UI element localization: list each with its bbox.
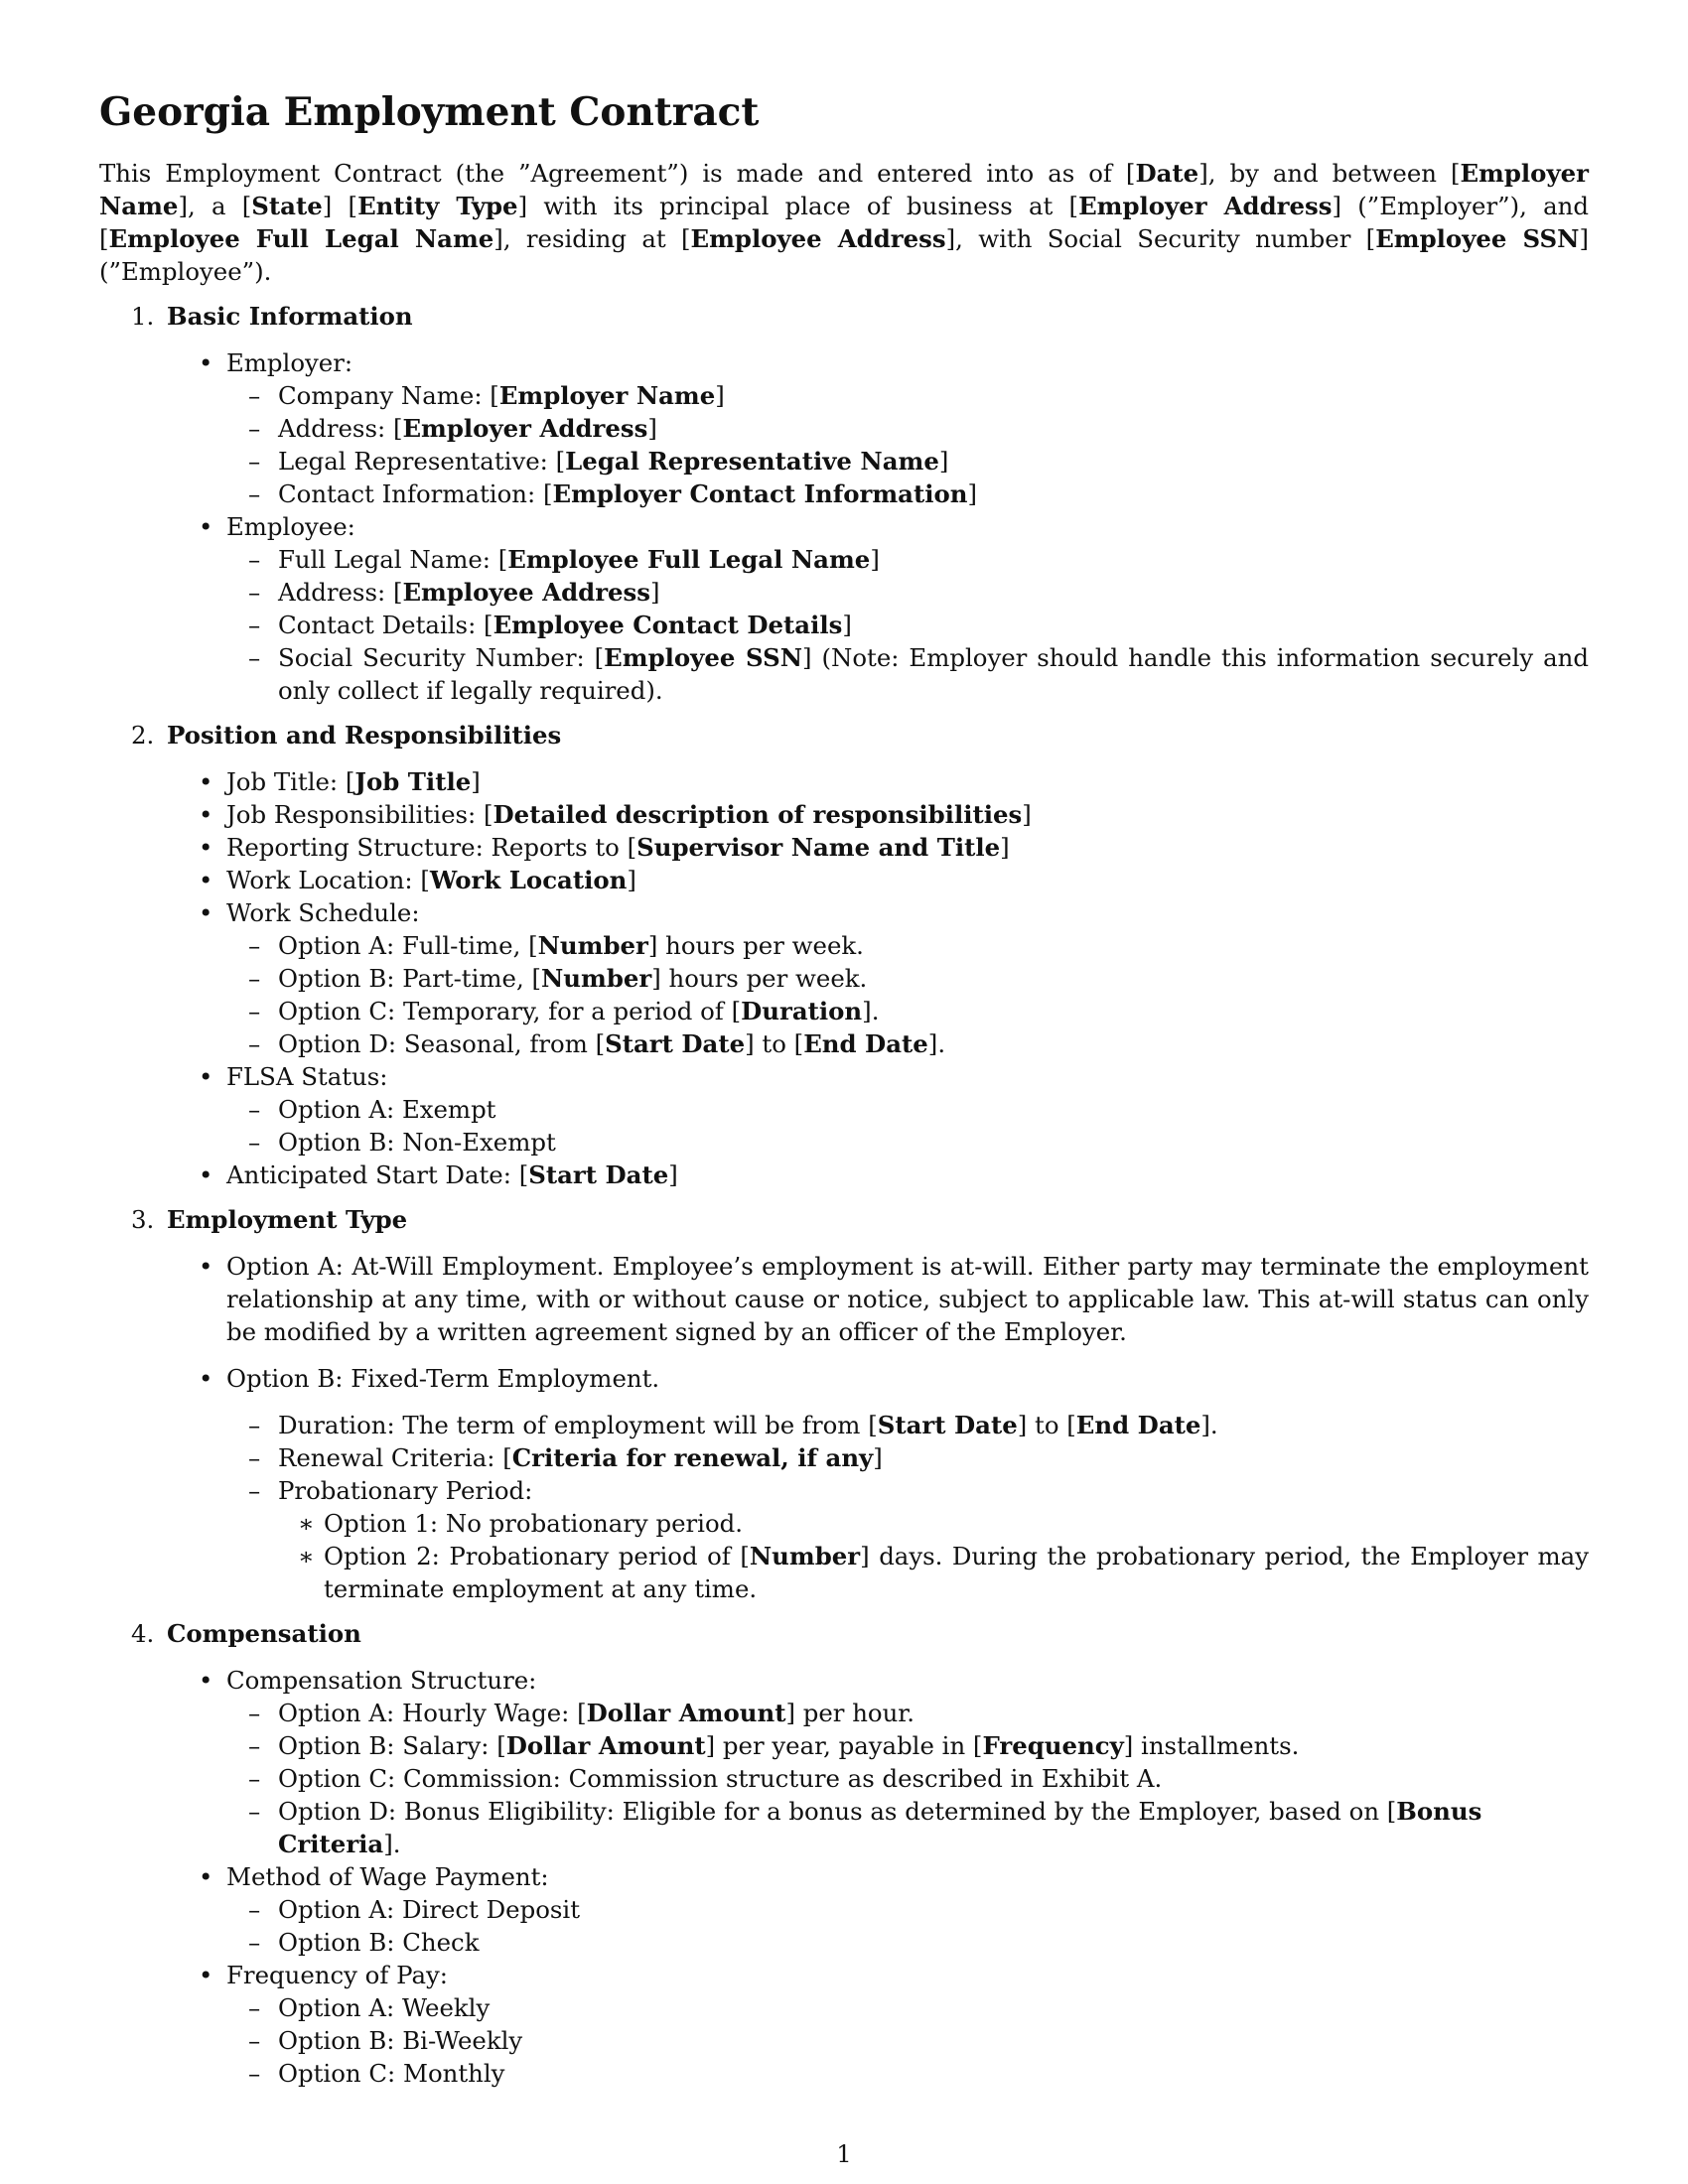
list-item: – Address: [Employer Address] <box>278 412 1589 445</box>
list-item-reporting-structure: • Reporting Structure: Reports to [Supervisor Name and Title] <box>226 831 1589 864</box>
section-employment-type <box>99 1203 1589 1605</box>
list-item: – Social Security Number: [Employee SSN] (Note: Employer should handle this information securely and only collect if legally required). <box>278 641 1589 707</box>
list-item-pay-frequency: • Frequency of Pay: – Option A: Weekly – Option B: Bi-Weekly – Option C: Monthly <box>226 1959 1589 2090</box>
list-item: – Duration: The term of employment will be from [Start Date] to [End Date]. <box>278 1409 1589 1441</box>
section-heading: 2. Position and Responsibilities <box>131 721 562 750</box>
placeholder-employee-ssn: Employee SSN <box>1375 224 1580 253</box>
flsa-options-list <box>278 1093 1589 1159</box>
list-item: ∗ Option 1: No probationary period. <box>324 1507 1589 1540</box>
list-item-job-title: • Job Title: [Job Title] <box>226 765 1589 798</box>
list-item: ∗ Option 2: Probationary period of [Number] days. During the probationary period, the Employer may terminate employment at any time. <box>324 1540 1589 1605</box>
list-item-compensation-structure: • Compensation Structure: – Option A: Hourly Wage: [Dollar Amount] per hour. – Option B: Salary: [Dollar Amount] per year, payable in [Frequency] installments. – Option C: Commission: Commission structure as described in Exhibit A. – Option D: Bonus Eligibility: Eligible for a bonus as determined by the Employer, based on [Bonus Criteria]. <box>226 1664 1589 1860</box>
placeholder-state: State <box>251 192 323 220</box>
list-item: – Probationary Period: ∗ Option 1: No probationary period. ∗ Option 2: Probationary period of [Number] days. During the probationary period, the Employer may terminate employment at any time. <box>278 1474 1589 1605</box>
list-item: – Contact Information: [Employer Contact Information] <box>278 478 1589 510</box>
list-item: – Renewal Criteria: [Criteria for renewal, if any] <box>278 1441 1589 1474</box>
page-number: 1 <box>836 2140 852 2168</box>
document-title: Georgia Employment Contract <box>99 89 760 135</box>
section-heading: 1. Basic Information <box>131 302 413 331</box>
list-item: – Option A: Hourly Wage: [Dollar Amount] per hour. <box>278 1697 1589 1729</box>
list-item: – Option D: Bonus Eligibility: Eligible for a bonus as determined by the Employer, based on [Bonus Criteria]. <box>278 1795 1589 1860</box>
payment-method-list <box>278 1893 1589 1959</box>
contract-sections <box>99 300 1589 2090</box>
placeholder-employee-full-legal-name: Employee Full Legal Name <box>108 224 494 253</box>
placeholder-employer-name: Employer Name <box>99 159 1589 220</box>
list-item-at-will: • Option A: At-Will Employment. Employee’s employment is at-will. Either party may terminate the employment relationship at any time, with or without cause or notice, subject to applicable law. This at-will status can only be modified by a written agreement signed by an officer of the Employer. <box>226 1250 1589 1348</box>
list-item: – Option A: Direct Deposit <box>278 1893 1589 1926</box>
list-item: – Option A: Exempt <box>278 1093 1589 1126</box>
probation-options-list <box>324 1507 1589 1605</box>
placeholder-entity-type: Entity Type <box>357 192 518 220</box>
list-item: – Option B: Non-Exempt <box>278 1126 1589 1159</box>
placeholder-employer-address: Employer Address <box>1078 192 1333 220</box>
list-item: – Option C: Monthly <box>278 2057 1589 2090</box>
list-item-flsa-status: • FLSA Status: – Option A: Exempt – Option B: Non-Exempt <box>226 1060 1589 1159</box>
section-position-responsibilities <box>99 719 1589 1191</box>
bullet-list <box>226 765 1589 1191</box>
list-item-work-location: • Work Location: [Work Location] <box>226 864 1589 896</box>
placeholder-employee-address: Employee Address <box>690 224 946 253</box>
employee-detail-list <box>278 543 1589 707</box>
list-item-wage-payment-method: • Method of Wage Payment: – Option A: Direct Deposit – Option B: Check <box>226 1860 1589 1959</box>
document-page <box>99 87 1589 2090</box>
list-item: – Company Name: [Employer Name] <box>278 379 1589 412</box>
section-heading: 4. Compensation <box>131 1619 361 1648</box>
list-item: – Option A: Weekly <box>278 1991 1589 2024</box>
list-item: – Option B: Part-time, [Number] hours per week. <box>278 962 1589 995</box>
list-item-start-date: • Anticipated Start Date: [Start Date] <box>226 1159 1589 1191</box>
list-item: – Option C: Temporary, for a period of [Duration]. <box>278 995 1589 1027</box>
list-item-job-responsibilities: • Job Responsibilities: [Detailed description of responsibilities] <box>226 798 1589 831</box>
list-item: – Option A: Full-time, [Number] hours per week. <box>278 929 1589 962</box>
list-item-employer: • Employer: – Company Name: [Employer Name] – Address: [Employer Address] – Legal Representative: [Legal Representative Name] – Contact Information: [Employer Contact Information] <box>226 346 1589 510</box>
list-item: – Option B: Check <box>278 1926 1589 1959</box>
pay-frequency-list <box>278 1991 1589 2090</box>
list-item: – Contact Details: [Employee Contact Details] <box>278 609 1589 641</box>
employer-detail-list <box>278 379 1589 510</box>
placeholder-date: Date <box>1135 159 1199 188</box>
compensation-options-list <box>278 1697 1589 1860</box>
section-heading: 3. Employment Type <box>131 1205 408 1234</box>
schedule-options-list <box>278 929 1589 1060</box>
bullet-list <box>226 346 1589 707</box>
list-item: – Legal Representative: [Legal Representative Name] <box>278 445 1589 478</box>
list-item-work-schedule: • Work Schedule: – Option A: Full-time, [Number] hours per week. – Option B: Part-time, [Number] hours per week. – Option C: Temporary, for a period of [Duration]. – Option D: Seasonal, from [Start Date] to [End Date]. <box>226 896 1589 1060</box>
list-item-employee: • Employee: – Full Legal Name: [Employee Full Legal Name] – Address: [Employee Address] – Contact Details: [Employee Contact Details] – Social Security Number: [Employee SSN] (Note: Employer should handle this information securely and only collect if legally required). <box>226 510 1589 707</box>
list-item: – Option B: Bi-Weekly <box>278 2024 1589 2057</box>
list-item-fixed-term: • Option B: Fixed-Term Employment. – Duration: The term of employment will be from [Start Date] to [End Date]. – Renewal Criteria: [Criteria for renewal, if any] – Probationary Period: ∗ Option 1: No probationary period. ∗ Option 2: Probationary period of [Number] days. During the probationary period, the Employer may terminate employment at any time. <box>226 1362 1589 1605</box>
list-item: – Address: [Employee Address] <box>278 576 1589 609</box>
list-item: – Full Legal Name: [Employee Full Legal Name] <box>278 543 1589 576</box>
list-item: – Option D: Seasonal, from [Start Date] to [End Date]. <box>278 1027 1589 1060</box>
bullet-list <box>226 1664 1589 2090</box>
list-item: – Option B: Salary: [Dollar Amount] per year, payable in [Frequency] installments. <box>278 1729 1589 1762</box>
fixed-term-details-list <box>278 1409 1589 1605</box>
section-basic-information <box>99 300 1589 707</box>
intro-paragraph: This Employment Contract (the ”Agreement”) is made and entered into as of [Date], by and between [Employer Name], a [State] [Entity Type] with its principal place of business at [Employer Address] (”Employer”), and [Employee Full Legal Name], residing at [Employee Address], with Social Security number [Employee SSN] (”Employee”). <box>99 159 1589 286</box>
bullet-list <box>226 1250 1589 1605</box>
section-compensation <box>99 1617 1589 2090</box>
list-item: – Option C: Commission: Commission structure as described in Exhibit A. <box>278 1762 1589 1795</box>
